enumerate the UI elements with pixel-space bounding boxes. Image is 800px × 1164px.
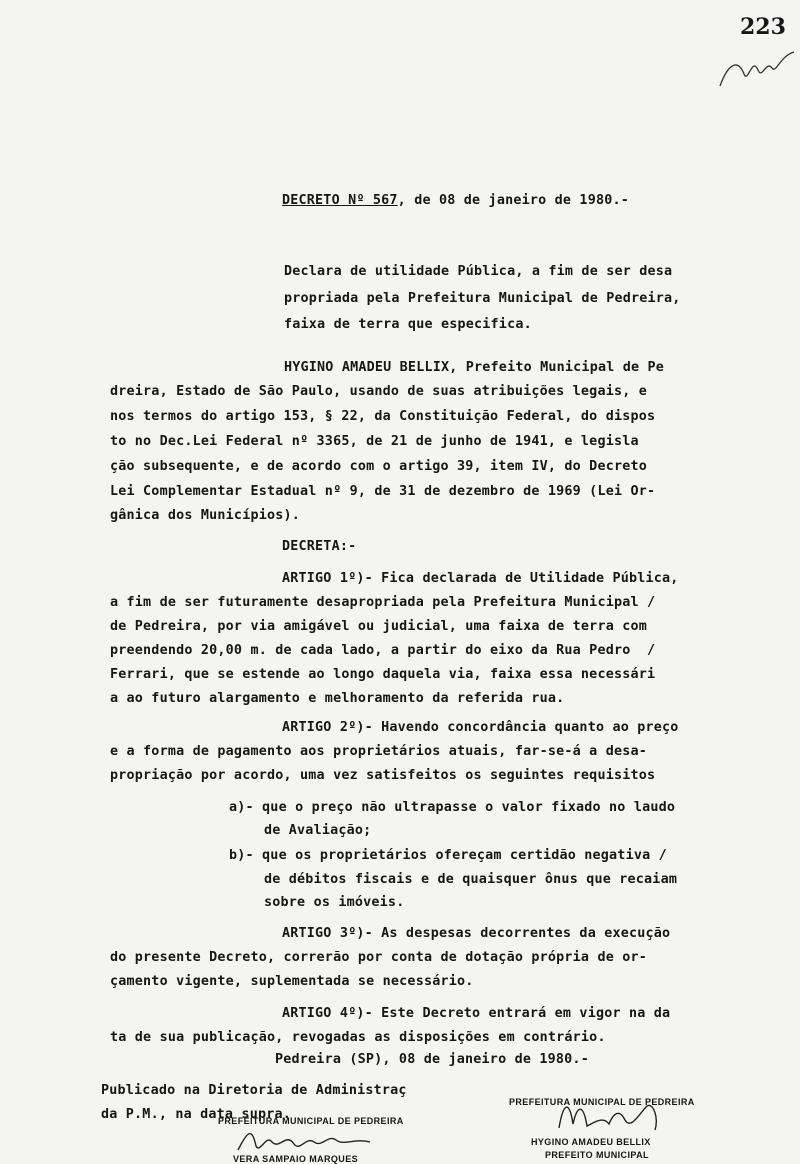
stamp-left-org: PREFEITURA MUNICIPAL DE PEDREIRA (218, 1116, 404, 1126)
item-b-line: de débitos fiscais e de quaisquer ônus que recaiam (264, 872, 678, 887)
ementa-line: Declara de utilidade Pública, a fim de ser desa (284, 264, 673, 279)
artigo-3-line: çamento vigente, suplementada se necessário. (110, 974, 474, 989)
ementa-line: propriada pela Prefeitura Municipal de Pedreira, (284, 291, 681, 306)
decreta-heading: DECRETA:- (282, 539, 357, 554)
decree-number: DECRETO Nº 567 (282, 193, 398, 208)
preamble-line: gânica dos Municípios). (110, 508, 301, 523)
preamble-line: nos termos do artigo 153, § 22, da Constituição Federal, do dispos (110, 409, 656, 424)
artigo-3-line: do presente Decreto, correrão por conta de dotação própria de or- (110, 950, 648, 965)
artigo-1-line: a ao futuro alargamento e melhoramento da referida rua. (110, 691, 565, 706)
preamble-line: ção subsequente, e de acordo com o artigo 39, item IV, do Decreto (110, 459, 648, 474)
item-a-line: a)- que o preço não ultrapasse o valor fixado no laudo (229, 800, 676, 815)
stamp-left-name: VERA SAMPAIO MARQUES (233, 1154, 359, 1164)
artigo-1-line: preendendo 20,00 m. de cada lado, a partir do eixo da Rua Pedro / (110, 643, 656, 658)
artigo-4-line: ta de sua publicação, revogadas as disposições em contrário. (110, 1030, 606, 1045)
preamble-line: Lei Complementar Estadual nº 9, de 31 de dezembro de 1969 (Lei Or- (110, 484, 656, 499)
publication-note-line: da P.M., na data supra. (101, 1107, 292, 1122)
artigo-2-line: e a forma de pagamento aos proprietários atuais, far-se-á a desa- (110, 744, 648, 759)
decree-title-line (282, 193, 629, 208)
artigo-2-line: propriação por acordo, uma vez satisfeitos os seguintes requisitos (110, 768, 656, 783)
preamble-line: dreira, Estado de São Paulo, usando de suas atribuições legais, e (110, 384, 648, 399)
ementa-line: faixa de terra que especifica. (284, 317, 532, 332)
item-b-line: sobre os imóveis. (264, 895, 405, 910)
signature-right (555, 1094, 675, 1136)
artigo-1-line: a fim de ser futuramente desapropriada pela Prefeitura Municipal / (110, 595, 656, 610)
signature-left (236, 1124, 376, 1158)
artigo-2-line: ARTIGO 2º)- Havendo concordância quanto ao preço (282, 720, 679, 735)
artigo-1-line: ARTIGO 1º)- Fica declarada de Utilidade Pública, (282, 571, 679, 586)
artigo-4-line: ARTIGO 4º)- Este Decreto entrará em vigor na da (282, 1006, 671, 1021)
closing-place-date: Pedreira (SP), 08 de janeiro de 1980.- (275, 1052, 589, 1067)
preamble-line: HYGINO AMADEU BELLIX, Prefeito Municipal de Pe (284, 360, 665, 375)
stamp-right-role: PREFEITO MUNICIPAL (545, 1150, 649, 1160)
stamp-right-org: PREFEITURA MUNICIPAL DE PEDREIRA (509, 1097, 695, 1107)
preamble-line: to no Dec.Lei Federal nº 3365, de 21 de junho de 1941, e legisla (110, 434, 639, 449)
artigo-1-line: de Pedreira, por via amigável ou judicial, uma faixa de terra com (110, 619, 648, 634)
artigo-1-line: Ferrari, que se estende ao longo daquela via, faixa essa necessári (110, 667, 656, 682)
decree-date: , de 08 de janeiro de 1980.- (397, 193, 630, 208)
stamp-right-name: HYGINO AMADEU BELLIX (531, 1137, 651, 1147)
item-a-line: de Avaliação; (264, 823, 372, 838)
page-number: 223 (740, 14, 786, 40)
publication-note-line: Publicado na Diretoria de Administraç (101, 1083, 407, 1098)
artigo-3-line: ARTIGO 3º)- As despesas decorrentes da execução (282, 926, 671, 941)
item-b-line: b)- que os proprietários ofereçam certidão negativa / (229, 848, 667, 863)
margin-initials (718, 44, 798, 94)
